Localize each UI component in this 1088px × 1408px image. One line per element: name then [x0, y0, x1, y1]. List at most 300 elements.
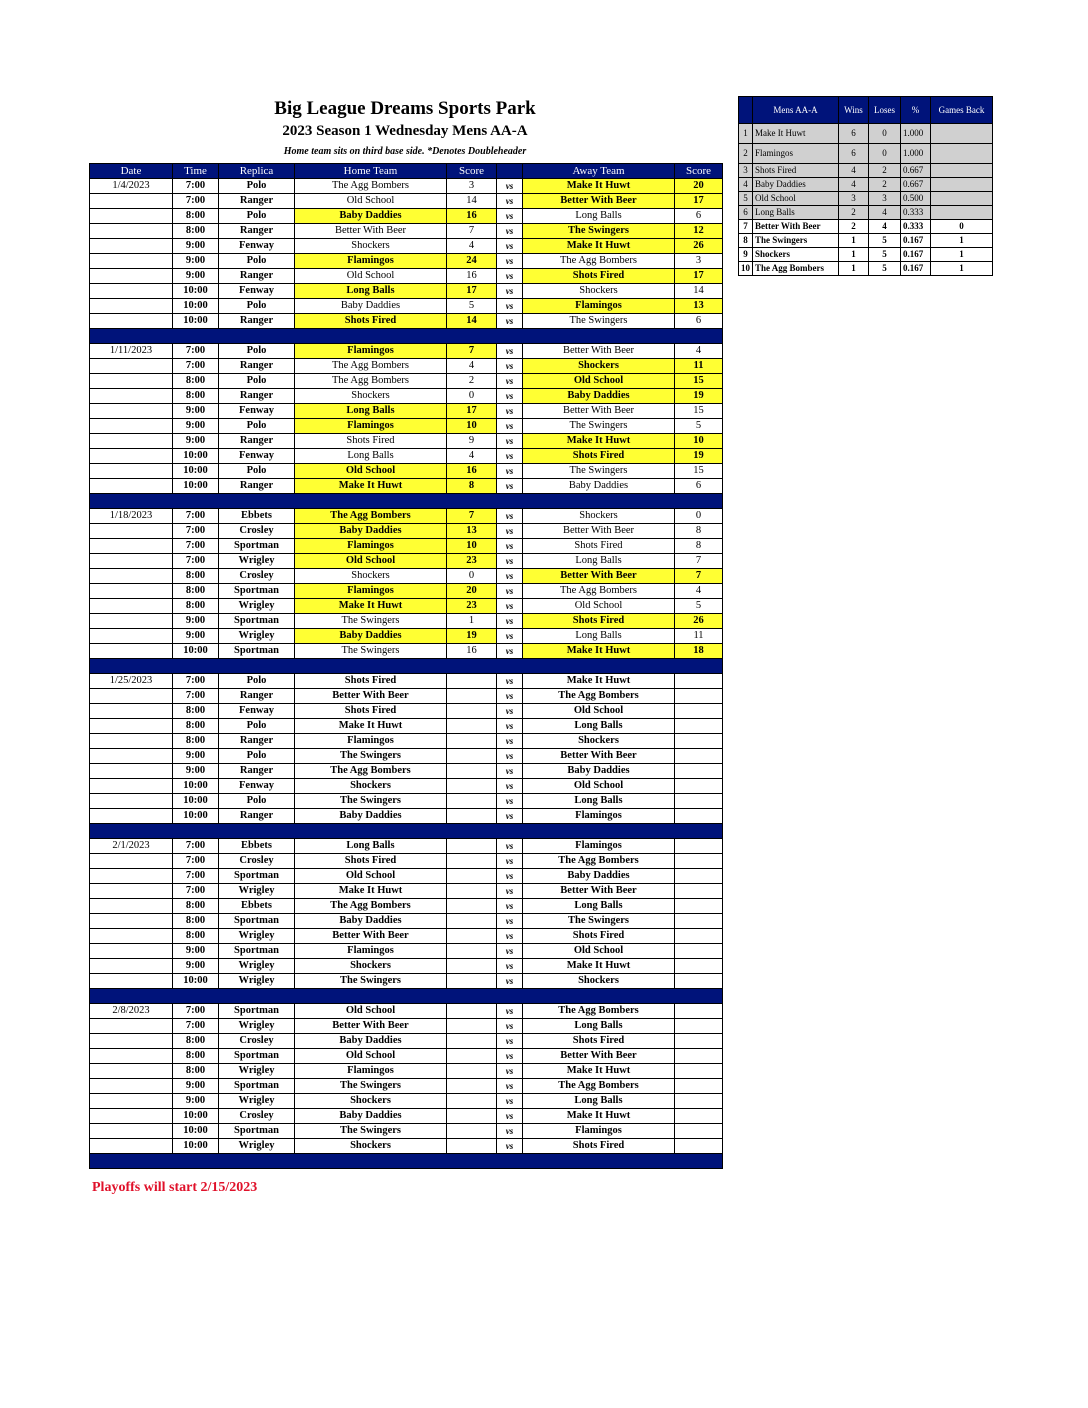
away-score: 6	[675, 479, 723, 494]
game-date-empty	[90, 569, 173, 584]
home-team: Baby Daddies	[295, 1109, 447, 1124]
vs-label: vs	[497, 599, 523, 614]
game-time: 7:00	[173, 839, 219, 854]
home-team: Long Balls	[295, 404, 447, 419]
away-score	[675, 1094, 723, 1109]
vs-label: vs	[497, 299, 523, 314]
home-team: Shockers	[295, 1139, 447, 1154]
game-time: 8:00	[173, 704, 219, 719]
standings-team: Baby Daddies	[753, 178, 839, 192]
game-date-empty	[90, 269, 173, 284]
vs-label: vs	[497, 269, 523, 284]
game-field: Fenway	[219, 239, 295, 254]
game-row	[90, 1109, 723, 1124]
away-score	[675, 899, 723, 914]
game-row	[90, 269, 723, 284]
game-row	[90, 254, 723, 269]
game-row	[90, 1124, 723, 1139]
game-date-empty	[90, 239, 173, 254]
home-team: Shots Fired	[295, 434, 447, 449]
vs-label: vs	[497, 914, 523, 929]
away-team: Flamingos	[523, 1124, 675, 1139]
vs-label: vs	[497, 614, 523, 629]
away-score	[675, 719, 723, 734]
vs-label: vs	[497, 239, 523, 254]
standings-team: Make It Huwt	[753, 124, 839, 144]
home-score: 0	[447, 389, 497, 404]
away-score: 8	[675, 539, 723, 554]
game-field: Fenway	[219, 704, 295, 719]
vs-label: vs	[497, 899, 523, 914]
game-time: 8:00	[173, 899, 219, 914]
home-team: Flamingos	[295, 944, 447, 959]
standings-pct: 0.167	[901, 248, 931, 262]
standings-team: Long Balls	[753, 206, 839, 220]
home-team: Shots Fired	[295, 854, 447, 869]
vs-label: vs	[497, 809, 523, 824]
away-score	[675, 1109, 723, 1124]
game-date-empty	[90, 914, 173, 929]
standings-loses: 3	[869, 192, 901, 206]
away-team: Shockers	[523, 974, 675, 989]
home-team: Shockers	[295, 239, 447, 254]
game-date-empty	[90, 554, 173, 569]
game-field: Ranger	[219, 314, 295, 329]
game-row	[90, 1019, 723, 1034]
standings-loses: 4	[869, 220, 901, 234]
game-time: 8:00	[173, 569, 219, 584]
game-row	[90, 809, 723, 824]
standings-row	[739, 248, 993, 262]
game-row	[90, 419, 723, 434]
away-team: Long Balls	[523, 554, 675, 569]
home-team: Flamingos	[295, 539, 447, 554]
home-team: Long Balls	[295, 284, 447, 299]
away-score: 0	[675, 509, 723, 524]
away-team: Long Balls	[523, 1019, 675, 1034]
game-field: Wrigley	[219, 599, 295, 614]
game-time: 8:00	[173, 224, 219, 239]
game-field: Ranger	[219, 809, 295, 824]
away-team: Long Balls	[523, 719, 675, 734]
game-date-empty	[90, 929, 173, 944]
game-field: Crosley	[219, 524, 295, 539]
home-score: 16	[447, 209, 497, 224]
vs-label: vs	[497, 374, 523, 389]
game-field: Polo	[219, 464, 295, 479]
away-score: 12	[675, 224, 723, 239]
standings-loses: 5	[869, 234, 901, 248]
standings-header-row	[739, 97, 993, 124]
away-team: Old School	[523, 599, 675, 614]
game-time: 9:00	[173, 959, 219, 974]
game-time: 9:00	[173, 1079, 219, 1094]
away-team: The Agg Bombers	[523, 1079, 675, 1094]
away-team: Long Balls	[523, 899, 675, 914]
game-date-empty	[90, 854, 173, 869]
away-team: Make It Huwt	[523, 1109, 675, 1124]
game-date-empty	[90, 1049, 173, 1064]
col-replica: Replica	[219, 164, 295, 179]
game-time: 10:00	[173, 974, 219, 989]
away-team: Make It Huwt	[523, 1064, 675, 1079]
away-score	[675, 959, 723, 974]
game-time: 7:00	[173, 674, 219, 689]
home-team: Flamingos	[295, 1064, 447, 1079]
vs-label: vs	[497, 959, 523, 974]
away-team: Shockers	[523, 359, 675, 374]
away-team: Make It Huwt	[523, 239, 675, 254]
game-date-empty	[90, 584, 173, 599]
game-row	[90, 674, 723, 689]
game-time: 8:00	[173, 734, 219, 749]
game-time: 10:00	[173, 809, 219, 824]
game-field: Sportman	[219, 539, 295, 554]
vs-label: vs	[497, 1064, 523, 1079]
vs-label: vs	[497, 854, 523, 869]
away-score: 8	[675, 524, 723, 539]
game-row	[90, 374, 723, 389]
away-score: 6	[675, 314, 723, 329]
vs-label: vs	[497, 749, 523, 764]
home-score: 14	[447, 194, 497, 209]
home-team: Shockers	[295, 389, 447, 404]
game-time: 10:00	[173, 479, 219, 494]
standings-loses: 2	[869, 164, 901, 178]
game-date-empty	[90, 959, 173, 974]
game-time: 7:00	[173, 1004, 219, 1019]
game-date-empty	[90, 1094, 173, 1109]
away-team: Shots Fired	[523, 539, 675, 554]
home-team: Baby Daddies	[295, 914, 447, 929]
game-date-empty	[90, 524, 173, 539]
game-date-empty	[90, 1064, 173, 1079]
game-time: 9:00	[173, 419, 219, 434]
home-team: Better With Beer	[295, 689, 447, 704]
game-field: Sportman	[219, 644, 295, 659]
standings-rank: 3	[739, 164, 753, 178]
away-score: 7	[675, 554, 723, 569]
away-score	[675, 749, 723, 764]
game-field: Sportman	[219, 1079, 295, 1094]
home-team: Long Balls	[295, 449, 447, 464]
game-time: 7:00	[173, 869, 219, 884]
standings-wins: 6	[839, 124, 869, 144]
separator-cell	[90, 329, 723, 344]
away-team: Baby Daddies	[523, 764, 675, 779]
home-score	[447, 1064, 497, 1079]
away-team: The Swingers	[523, 224, 675, 239]
game-date-empty	[90, 644, 173, 659]
home-team: Flamingos	[295, 584, 447, 599]
game-time: 7:00	[173, 344, 219, 359]
home-score	[447, 884, 497, 899]
standings-pct: 0.167	[901, 234, 931, 248]
away-team: Baby Daddies	[523, 389, 675, 404]
home-score	[447, 1034, 497, 1049]
standings-row	[739, 206, 993, 220]
home-score	[447, 869, 497, 884]
col-away-score: Score	[675, 164, 723, 179]
home-team: Make It Huwt	[295, 719, 447, 734]
game-field: Sportman	[219, 914, 295, 929]
game-field: Ranger	[219, 734, 295, 749]
game-field: Polo	[219, 209, 295, 224]
standings-row	[739, 192, 993, 206]
vs-label: vs	[497, 1049, 523, 1064]
game-field: Ranger	[219, 389, 295, 404]
away-score: 7	[675, 569, 723, 584]
game-row	[90, 599, 723, 614]
home-score: 8	[447, 479, 497, 494]
game-date-empty	[90, 869, 173, 884]
away-team: Shockers	[523, 734, 675, 749]
vs-label: vs	[497, 284, 523, 299]
vs-label: vs	[497, 1079, 523, 1094]
standings-rank: 1	[739, 124, 753, 144]
standings-games-back	[931, 164, 993, 178]
home-team: Make It Huwt	[295, 884, 447, 899]
game-row	[90, 449, 723, 464]
home-team: Long Balls	[295, 839, 447, 854]
home-team: The Swingers	[295, 1124, 447, 1139]
game-field: Ebbets	[219, 509, 295, 524]
away-team: The Swingers	[523, 464, 675, 479]
home-score: 17	[447, 404, 497, 419]
home-team: Old School	[295, 554, 447, 569]
vs-label: vs	[497, 1034, 523, 1049]
game-time: 7:00	[173, 179, 219, 194]
week-separator	[90, 329, 723, 344]
away-team: Old School	[523, 704, 675, 719]
game-time: 9:00	[173, 629, 219, 644]
away-score: 13	[675, 299, 723, 314]
game-date-empty	[90, 1019, 173, 1034]
home-team: Shockers	[295, 959, 447, 974]
away-score: 15	[675, 464, 723, 479]
home-team: Old School	[295, 464, 447, 479]
col-home-team: Home Team	[295, 164, 447, 179]
away-team: Shots Fired	[523, 449, 675, 464]
game-time: 10:00	[173, 299, 219, 314]
game-row	[90, 479, 723, 494]
away-score	[675, 1079, 723, 1094]
game-field: Polo	[219, 749, 295, 764]
away-team: Baby Daddies	[523, 479, 675, 494]
game-row	[90, 614, 723, 629]
home-team: Better With Beer	[295, 1019, 447, 1034]
vs-label: vs	[497, 629, 523, 644]
game-date-empty	[90, 404, 173, 419]
game-field: Sportman	[219, 944, 295, 959]
game-field: Polo	[219, 794, 295, 809]
home-score: 0	[447, 569, 497, 584]
standings-games-back: 0	[931, 220, 993, 234]
home-score	[447, 899, 497, 914]
vs-label: vs	[497, 389, 523, 404]
game-date-empty	[90, 374, 173, 389]
game-row	[90, 554, 723, 569]
home-team: The Agg Bombers	[295, 899, 447, 914]
game-row	[90, 704, 723, 719]
game-row	[90, 299, 723, 314]
vs-label: vs	[497, 314, 523, 329]
home-score	[447, 1139, 497, 1154]
away-team: Better With Beer	[523, 884, 675, 899]
game-row	[90, 464, 723, 479]
vs-label: vs	[497, 359, 523, 374]
away-team: Make It Huwt	[523, 959, 675, 974]
standings-col-team: Mens AA-A	[753, 97, 839, 124]
col-vs	[497, 164, 523, 179]
home-team: The Agg Bombers	[295, 764, 447, 779]
home-score: 20	[447, 584, 497, 599]
game-row	[90, 314, 723, 329]
game-time: 10:00	[173, 794, 219, 809]
home-team: Flamingos	[295, 734, 447, 749]
away-team: Old School	[523, 944, 675, 959]
game-date-empty	[90, 1109, 173, 1124]
home-score: 17	[447, 284, 497, 299]
game-row	[90, 1094, 723, 1109]
separator-cell	[90, 659, 723, 674]
away-score: 4	[675, 584, 723, 599]
game-field: Ranger	[219, 359, 295, 374]
standings-pct: 1.000	[901, 144, 931, 164]
home-team: Flamingos	[295, 419, 447, 434]
game-row	[90, 584, 723, 599]
game-field: Ranger	[219, 434, 295, 449]
home-team: Old School	[295, 194, 447, 209]
game-time: 10:00	[173, 464, 219, 479]
away-score: 18	[675, 644, 723, 659]
game-date-empty	[90, 614, 173, 629]
home-score: 5	[447, 299, 497, 314]
away-score: 20	[675, 179, 723, 194]
away-score: 11	[675, 629, 723, 644]
game-time: 8:00	[173, 584, 219, 599]
away-team: Make It Huwt	[523, 644, 675, 659]
col-away-team: Away Team	[523, 164, 675, 179]
page-title: Big League Dreams Sports Park	[274, 98, 536, 119]
away-team: Better With Beer	[523, 344, 675, 359]
game-time: 8:00	[173, 929, 219, 944]
game-time: 7:00	[173, 524, 219, 539]
away-score: 15	[675, 404, 723, 419]
home-team: The Swingers	[295, 974, 447, 989]
home-score: 16	[447, 464, 497, 479]
game-field: Polo	[219, 344, 295, 359]
standings-row	[739, 124, 993, 144]
game-date-empty	[90, 434, 173, 449]
game-time: 10:00	[173, 314, 219, 329]
home-score	[447, 974, 497, 989]
game-field: Fenway	[219, 284, 295, 299]
away-score	[675, 914, 723, 929]
away-score: 5	[675, 419, 723, 434]
game-time: 8:00	[173, 1034, 219, 1049]
standings-rank: 5	[739, 192, 753, 206]
game-time: 8:00	[173, 599, 219, 614]
vs-label: vs	[497, 689, 523, 704]
game-row	[90, 539, 723, 554]
vs-label: vs	[497, 794, 523, 809]
away-team: The Agg Bombers	[523, 1004, 675, 1019]
game-row	[90, 974, 723, 989]
col-time: Time	[173, 164, 219, 179]
game-field: Sportman	[219, 614, 295, 629]
home-score	[447, 839, 497, 854]
vs-label: vs	[497, 584, 523, 599]
standings-team: Shots Fired	[753, 164, 839, 178]
game-date-empty	[90, 629, 173, 644]
away-team: The Agg Bombers	[523, 584, 675, 599]
standings-rank: 8	[739, 234, 753, 248]
game-field: Polo	[219, 419, 295, 434]
game-date-empty	[90, 224, 173, 239]
home-score	[447, 704, 497, 719]
game-field: Wrigley	[219, 1094, 295, 1109]
standings-wins: 2	[839, 220, 869, 234]
standings-games-back	[931, 178, 993, 192]
game-row	[90, 959, 723, 974]
away-team: Better With Beer	[523, 524, 675, 539]
home-score: 19	[447, 629, 497, 644]
home-team: Shockers	[295, 1094, 447, 1109]
page-subtitle: 2023 Season 1 Wednesday Mens AA-A	[282, 123, 528, 139]
home-score: 7	[447, 509, 497, 524]
standings-loses: 0	[869, 124, 901, 144]
away-team: Better With Beer	[523, 1049, 675, 1064]
game-date-empty	[90, 464, 173, 479]
game-date-empty	[90, 1124, 173, 1139]
standings-games-back	[931, 206, 993, 220]
game-row	[90, 509, 723, 524]
game-field: Sportman	[219, 1004, 295, 1019]
away-team: The Swingers	[523, 914, 675, 929]
home-team: The Agg Bombers	[295, 179, 447, 194]
away-team: Shockers	[523, 509, 675, 524]
home-score	[447, 719, 497, 734]
vs-label: vs	[497, 764, 523, 779]
game-field: Ranger	[219, 689, 295, 704]
away-team: Long Balls	[523, 629, 675, 644]
vs-label: vs	[497, 479, 523, 494]
standings-table	[738, 96, 993, 276]
game-row	[90, 884, 723, 899]
vs-label: vs	[497, 719, 523, 734]
game-row	[90, 779, 723, 794]
home-team: Old School	[295, 1049, 447, 1064]
home-score: 4	[447, 449, 497, 464]
away-team: Flamingos	[523, 839, 675, 854]
home-score: 23	[447, 554, 497, 569]
away-team: Old School	[523, 779, 675, 794]
schedule-note: Home team sits on third base side. *Denotes Doubleheader	[283, 146, 527, 157]
away-team: Long Balls	[523, 1094, 675, 1109]
game-row	[90, 869, 723, 884]
away-team: Shockers	[523, 284, 675, 299]
game-date-empty	[90, 974, 173, 989]
schedule-table	[89, 163, 723, 1169]
game-time: 9:00	[173, 1094, 219, 1109]
standings-team: The Swingers	[753, 234, 839, 248]
standings-loses: 5	[869, 248, 901, 262]
away-team: Flamingos	[523, 809, 675, 824]
game-field: Polo	[219, 179, 295, 194]
game-time: 7:00	[173, 1019, 219, 1034]
game-time: 8:00	[173, 209, 219, 224]
